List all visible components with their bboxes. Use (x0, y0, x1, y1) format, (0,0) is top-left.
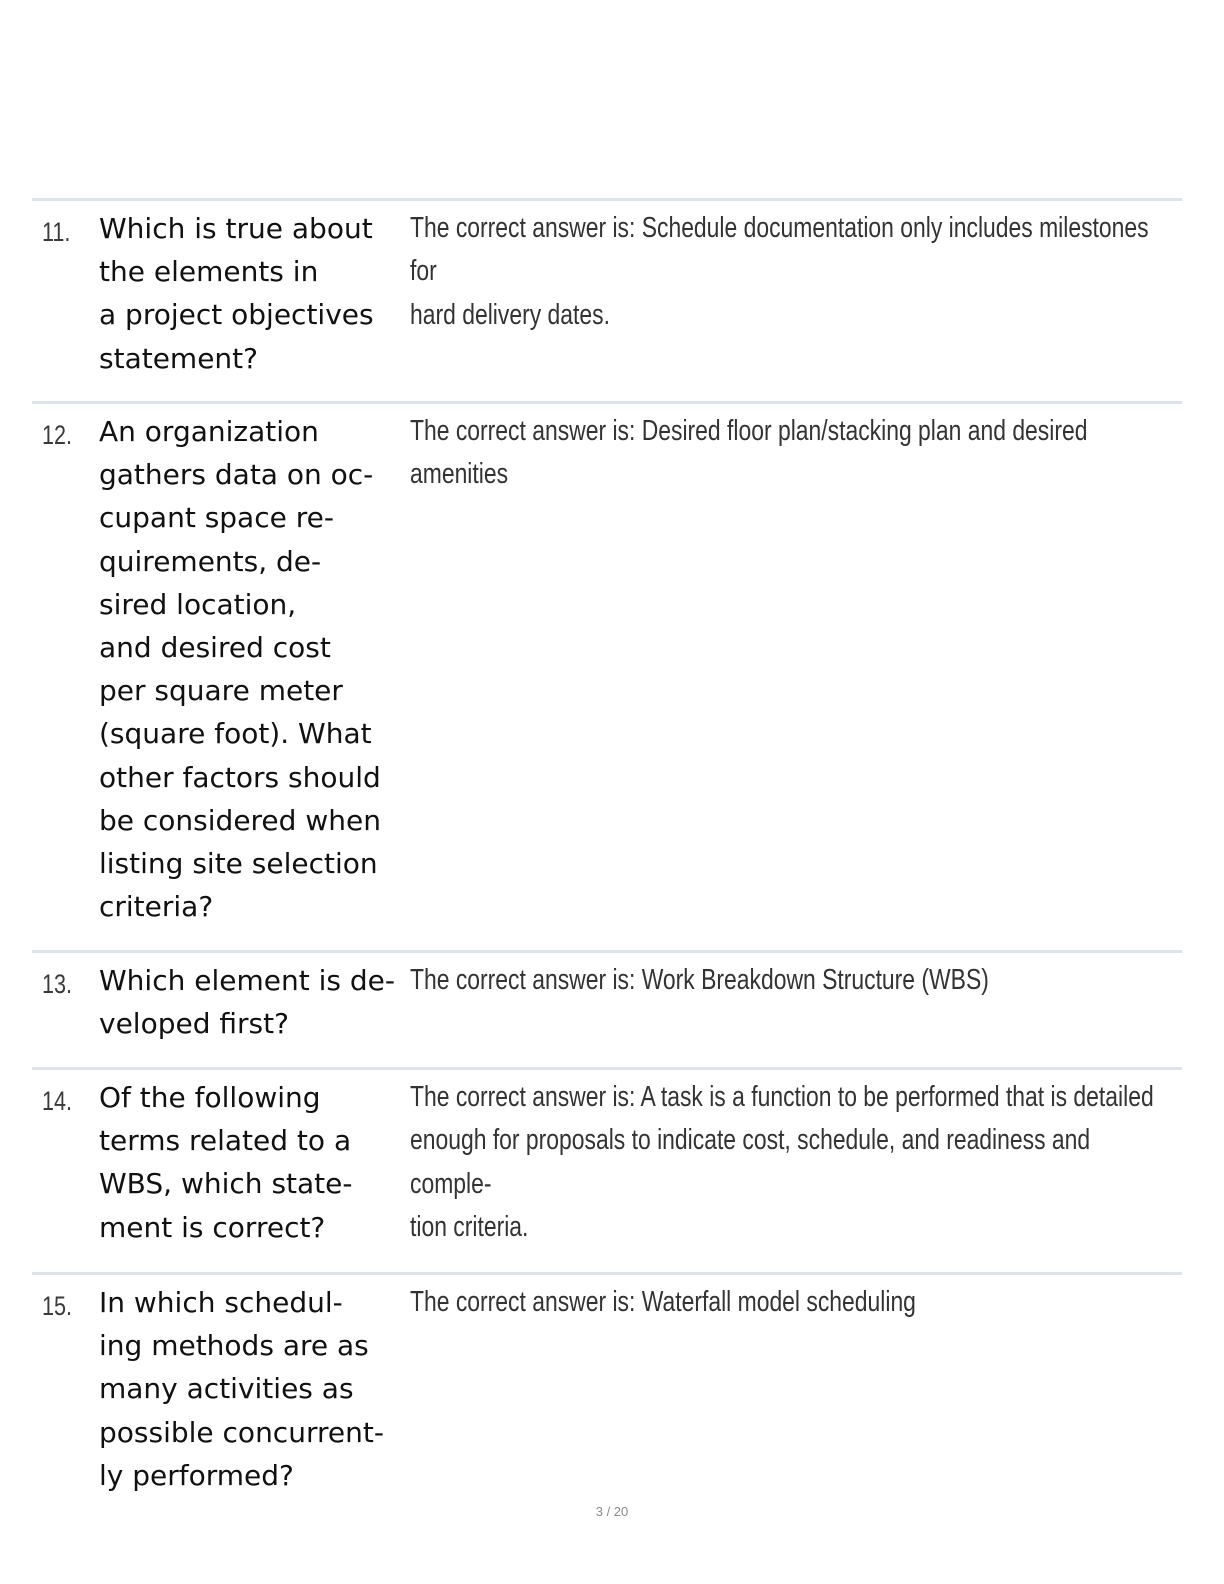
question-row (32, 1067, 1182, 1272)
question-number: 11. (42, 217, 71, 247)
answer-text: The correct answer is: Waterfall model scheduling (410, 1286, 916, 1318)
question-row (32, 401, 1182, 950)
qa-table (32, 198, 1182, 1505)
question-row (32, 1272, 1182, 1505)
question-text: Of the following terms related to a WBS, which state- ment is correct? (99, 1081, 353, 1244)
question-number: 12. (42, 420, 73, 450)
question-row (32, 950, 1182, 1067)
answer-text: The correct answer is: A task is a function to be performed that is detailed enough for proposals to indicate cost, schedule, and readiness and comple- tion criteria. (410, 1081, 1154, 1243)
question-text: In which schedul- ing methods are as many activities as possible concurrent- ly performed? (99, 1286, 384, 1492)
answer-text: The correct answer is: Desired floor plan/stacking plan and desired amenities (410, 415, 1088, 491)
question-text: An organization gathers data on oc- cupant space re- quirements, de- sired location, and desired cost per square meter (square foot). What other factors should be considered when listing site selection criteria? (99, 415, 381, 924)
question-number: 14. (42, 1086, 73, 1116)
question-row (32, 198, 1182, 401)
question-number: 13. (42, 969, 73, 999)
question-number: 15. (42, 1291, 73, 1321)
answer-text: The correct answer is: Work Breakdown Structure (WBS) (410, 964, 989, 996)
answer-text: The correct answer is: Schedule documentation only includes milestones for hard delivery dates. (410, 212, 1149, 331)
question-text: Which element is de- veloped first? (99, 964, 395, 1041)
question-text: Which is true about the elements in a project objectives statement? (99, 212, 374, 375)
page-number: 3 / 20 (595, 1504, 629, 1519)
